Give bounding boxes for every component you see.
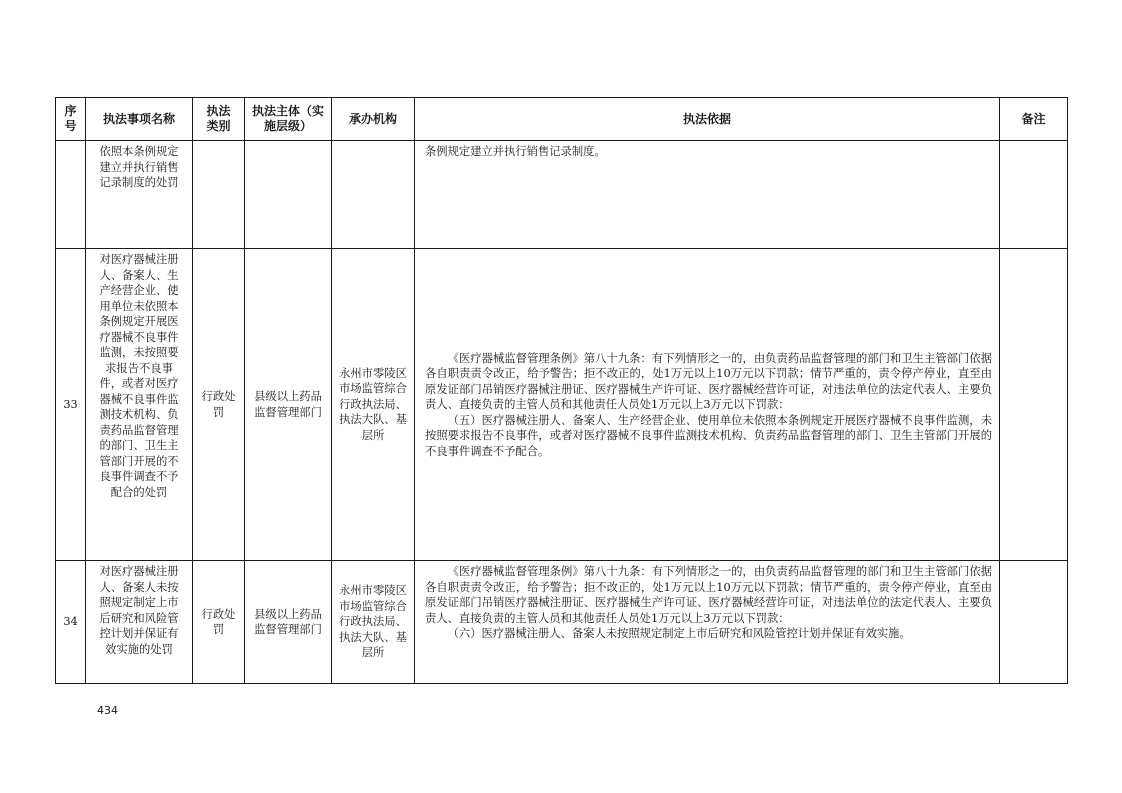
basis-paragraph: （五）医疗器械注册人、备案人、生产经营企业、使用单位未依照本条例规定开展医疗器械不良事件监测，未按照要求报告不良事件，或者对医疗器械不良事件监测技术机构、负责药品监督管理的部门、卫生主管部门开展的不良事件调查不予配合。 — [425, 413, 992, 458]
basis-paragraph: 条例规定建立并执行销售记录制度。 — [425, 145, 606, 158]
row-subject — [245, 141, 332, 249]
table-header-row — [56, 98, 1068, 141]
row-subject: 县级以上药品监督管理部门 — [245, 249, 332, 561]
header-agency: 承办机构 — [332, 98, 415, 141]
table-row — [56, 141, 1068, 249]
row-category — [193, 141, 245, 249]
header-subject: 执法主体（实施层级） — [245, 98, 332, 141]
basis-paragraph: 《医疗器械监督管理条例》第八十九条：有下列情形之一的，由负责药品监督管理的部门和卫生主管部门依据各自职责责令改正，给予警告；拒不改正的，处1万元以上10万元以下罚款；情节严重的，责令停产停业，直至由原发证部门吊销医疗器械注册证、医疗器械生产许可证、医疗器械经营许可证，对违法单位的法定代表人、主要负责人、直接负责的主管人员和其他责任人员处1万元以上3万元以下罚款： — [425, 351, 992, 412]
header-item-name: 执法事项名称 — [86, 98, 193, 141]
row-item-name: 对医疗器械注册人、备案人未按照规定制定上市后研究和风险管控计划并保证有效实施的处罚 — [86, 561, 193, 684]
row-basis — [415, 141, 1000, 249]
row-basis — [415, 561, 1000, 684]
row-seq: 33 — [56, 249, 86, 561]
table-row — [56, 561, 1068, 684]
row-category: 行政处罚 — [193, 561, 245, 684]
basis-paragraph: 《医疗器械监督管理条例》第八十九条：有下列情形之一的，由负责药品监督管理的部门和卫生主管部门依据各自职责责令改正，给予警告；拒不改正的，处1万元以上10万元以下罚款；情节严重的，责令停产停业，直至由原发证部门吊销医疗器械注册证、医疗器械生产许可证、医疗器械经营许可证，对违法单位的法定代表人、主要负责人、直接负责的主管人员和其他责任人员处1万元以上3万元以下罚款： — [425, 565, 992, 625]
row-category: 行政处罚 — [193, 249, 245, 561]
row-item-name: 依照本条例规定建立并执行销售记录制度的处罚 — [86, 141, 193, 249]
page-number: 434 — [97, 704, 118, 717]
row-remark — [1000, 141, 1068, 249]
row-seq — [56, 141, 86, 249]
row-basis — [415, 249, 1000, 561]
row-agency — [332, 141, 415, 249]
row-agency: 永州市零陵区市场监管综合行政执法局、执法大队、基层所 — [332, 561, 415, 684]
row-remark — [1000, 249, 1068, 561]
table-row — [56, 249, 1068, 561]
row-item-name: 对医疗器械注册人、备案人、生产经营企业、使用单位未依照本条例规定开展医疗器械不良事件监测，未按照要求报告不良事件，或者对医疗器械不良事件监测技术机构、负责药品监督管理的部门、卫生主管部门开展的不良事件调查不予配合的处罚 — [86, 249, 193, 561]
row-remark — [1000, 561, 1068, 684]
enforcement-table — [55, 97, 1068, 684]
header-remark: 备注 — [1000, 98, 1068, 141]
basis-paragraph: （六）医疗器械注册人、备案人未按照规定制定上市后研究和风险管控计划并保证有效实施。 — [447, 627, 911, 640]
header-category: 执法类别 — [193, 98, 245, 141]
header-basis: 执法依据 — [415, 98, 1000, 141]
row-subject: 县级以上药品监督管理部门 — [245, 561, 332, 684]
header-seq: 序号 — [56, 98, 86, 141]
row-agency: 永州市零陵区市场监管综合行政执法局、执法大队、基层所 — [332, 249, 415, 561]
row-seq: 34 — [56, 561, 86, 684]
